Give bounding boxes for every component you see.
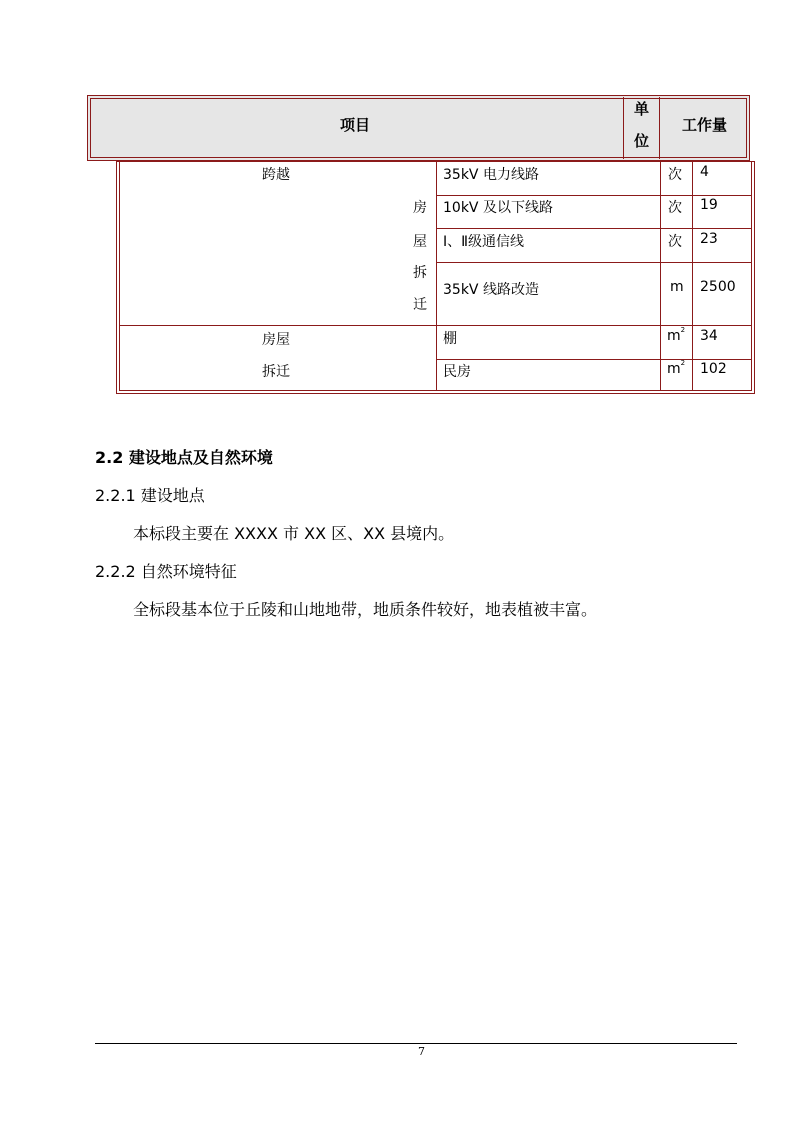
header-divider: [623, 97, 624, 159]
row-unit: $m^2$: [667, 326, 686, 344]
row-unit: 次: [668, 167, 682, 183]
group-crossing-sublabel: 迁: [413, 297, 427, 313]
row-name: 35kV 线路改造: [443, 282, 539, 298]
footer-rule: [95, 1043, 737, 1044]
row-divider: [436, 228, 752, 229]
paragraph: 本标段主要在 XXXX 市 XX 区、XX 县境内。: [133, 524, 455, 543]
row-divider: [436, 359, 752, 360]
page-number: 7: [418, 1045, 425, 1058]
row-name: 35kV 电力线路: [443, 167, 539, 183]
header-unit-1: 单: [634, 100, 650, 118]
header-item: 项目: [340, 116, 371, 134]
row-value: 2500: [700, 279, 736, 295]
row-unit: m: [670, 279, 684, 295]
subsection-heading: 2.2.1 建设地点: [95, 486, 205, 505]
paragraph: 全标段基本位于丘陵和山地地带，地质条件较好，地表植被丰富。: [133, 600, 598, 619]
row-divider: [436, 195, 752, 196]
row-name: 民房: [443, 364, 471, 380]
row-value: 102: [700, 361, 727, 377]
row-unit: $m^2$: [667, 359, 686, 377]
group-crossing-label: 跨越: [262, 167, 290, 183]
table-header: [87, 95, 750, 161]
header-divider: [659, 97, 660, 159]
row-value: 23: [700, 231, 718, 247]
row-name: Ⅰ、Ⅱ级通信线: [443, 234, 525, 250]
group-demolition-label: 拆迁: [262, 364, 290, 380]
row-name: 棚: [443, 331, 457, 347]
row-divider: [119, 325, 752, 326]
row-unit: 次: [668, 200, 682, 216]
header-quantity: 工作量: [682, 116, 728, 134]
row-value: 19: [700, 197, 718, 213]
row-divider: [436, 262, 752, 263]
header-unit-2: 位: [634, 132, 650, 150]
section-heading: 2.2 建设地点及自然环境: [95, 448, 273, 467]
group-crossing-sublabel: 拆: [413, 265, 427, 281]
group-crossing-sublabel: 屋: [413, 234, 427, 250]
row-unit: 次: [668, 234, 682, 250]
subsection-heading: 2.2.2 自然环境特征: [95, 562, 237, 581]
group-crossing-sublabel: 房: [413, 200, 427, 216]
row-name: 10kV 及以下线路: [443, 200, 553, 216]
row-value: 34: [700, 328, 718, 344]
group-demolition-label: 房屋: [262, 332, 290, 348]
row-value: 4: [700, 164, 709, 180]
